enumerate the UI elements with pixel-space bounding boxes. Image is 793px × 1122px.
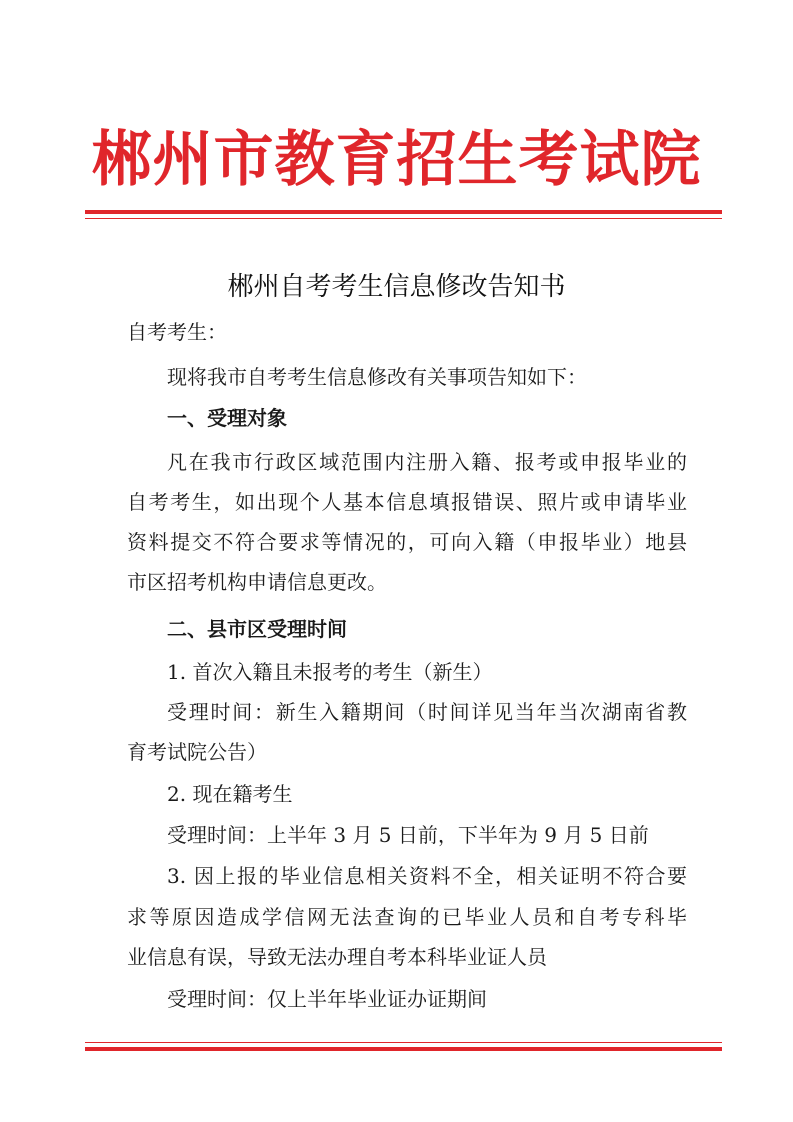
item3-title-line-3: 业信息有误，导致无法办理自考本科毕业证人员 xyxy=(127,945,547,969)
letterhead-rule-thick xyxy=(85,210,722,214)
section1-line-1: 凡在我市行政区域范围内注册入籍、报考或申报毕业的 xyxy=(167,450,687,474)
item3-title-line-2: 求等原因造成学信网无法查询的已毕业人员和自考专科毕 xyxy=(127,905,687,929)
item3-time-line: 受理时间：仅上半年毕业证办证期间 xyxy=(167,987,487,1011)
document-title: 郴州自考考生信息修改告知书 xyxy=(227,272,566,302)
letterhead-title: 郴州市教育招生考试院 xyxy=(91,125,702,195)
section2-heading: 二、县市区受理时间 xyxy=(167,617,347,641)
intro-paragraph: 现将我市自考考生信息修改有关事项告知如下： xyxy=(167,365,587,389)
item1-title: 1. 首次入籍且未报考的考生（新生） xyxy=(167,660,493,684)
item1-time-line-2: 育考试院公告） xyxy=(127,740,267,764)
salutation: 自考考生： xyxy=(127,320,227,344)
item3-title-line-1: 3. 因上报的毕业信息相关资料不全，相关证明不符合要 xyxy=(167,864,687,888)
letterhead-rule-thin xyxy=(85,218,722,219)
item2-title: 2. 现在籍考生 xyxy=(167,782,293,806)
footer-rule-thick xyxy=(85,1047,722,1051)
item2-time-line: 受理时间：上半年 3 月 5 日前，下半年为 9 月 5 日前 xyxy=(167,823,649,847)
item1-time-line-1: 受理时间：新生入籍期间（时间详见当年当次湖南省教 xyxy=(167,700,687,724)
section1-line-3: 资料提交不符合要求等情况的，可向入籍（申报毕业）地县 xyxy=(127,530,687,554)
section1-heading: 一、受理对象 xyxy=(167,406,287,430)
section1-line-2: 自考考生，如出现个人基本信息填报错误、照片或申请毕业 xyxy=(127,490,687,514)
footer-rule-thin xyxy=(85,1042,722,1043)
section1-line-4: 市区招考机构申请信息更改。 xyxy=(127,570,387,594)
